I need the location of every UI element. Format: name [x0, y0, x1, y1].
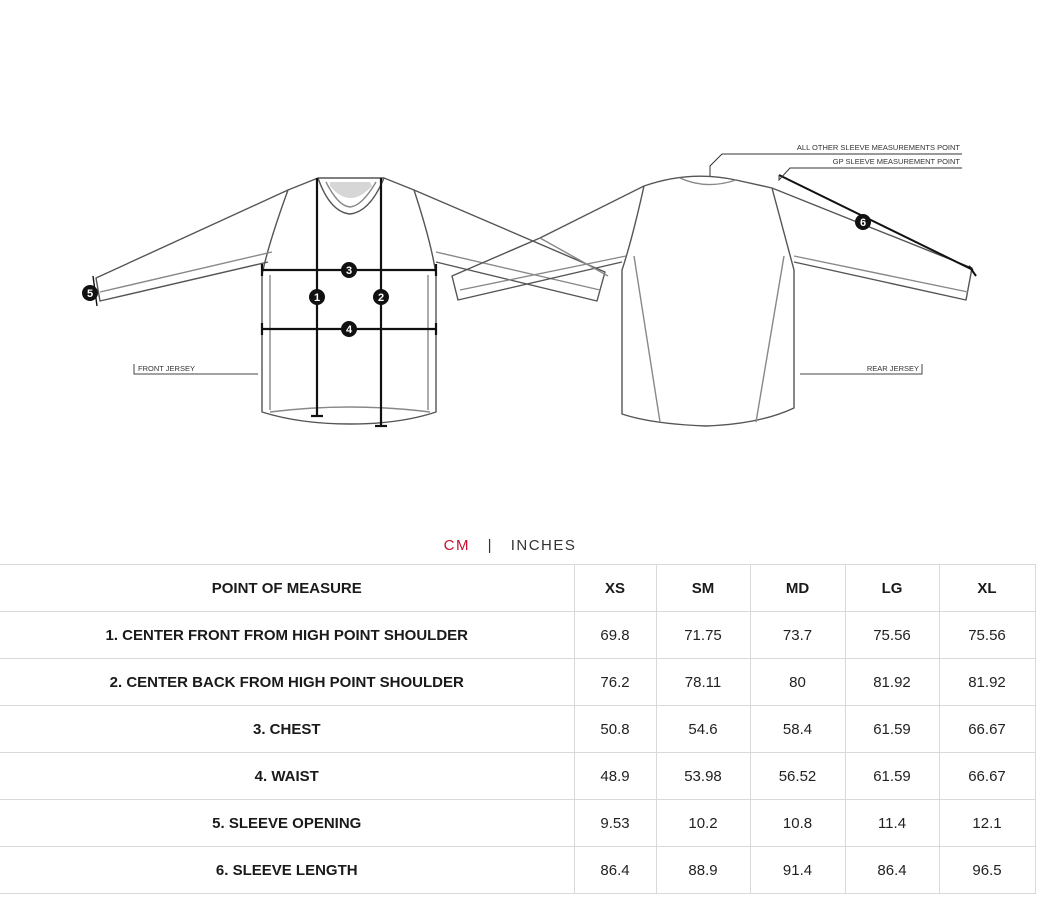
row-label: 1. CENTER FRONT FROM HIGH POINT SHOULDER: [0, 612, 574, 659]
table-row: [0, 612, 1035, 659]
cell-xs: 76.2: [574, 659, 656, 706]
table-row: [0, 847, 1035, 894]
cell-lg: 81.92: [845, 659, 939, 706]
callout-other-label: ALL OTHER SLEEVE MEASUREMENTS POINT: [796, 143, 960, 152]
cell-xl: 12.1: [939, 800, 1035, 847]
row-label: 6. SLEEVE LENGTH: [0, 847, 574, 894]
cell-lg: 61.59: [845, 753, 939, 800]
cell-lg: 86.4: [845, 847, 939, 894]
rear-jersey-drawing: [452, 176, 972, 426]
cell-md: 10.8: [750, 800, 845, 847]
svg-text:4: 4: [345, 324, 353, 336]
cell-md: 56.52: [750, 753, 845, 800]
cell-lg: 75.56: [845, 612, 939, 659]
table-row: [0, 659, 1035, 706]
cell-md: 58.4: [750, 706, 845, 753]
measure-markers: [82, 214, 871, 337]
unit-cm-button[interactable]: CM: [443, 537, 470, 554]
cell-md: 73.7: [750, 612, 845, 659]
header-sm: SM: [656, 565, 750, 612]
cell-sm: 10.2: [656, 800, 750, 847]
cell-xl: 96.5: [939, 847, 1035, 894]
unit-toggle: [0, 537, 1020, 554]
cell-sm: 88.9: [656, 847, 750, 894]
cell-md: 91.4: [750, 847, 845, 894]
cell-md: 80: [750, 659, 845, 706]
marker-2: [373, 289, 389, 305]
cell-lg: 11.4: [845, 800, 939, 847]
cell-xl: 66.67: [939, 753, 1035, 800]
svg-text:1: 1: [313, 292, 321, 304]
row-label: 4. WAIST: [0, 753, 574, 800]
header-point-of-measure: POINT OF MEASURE: [0, 565, 574, 612]
marker-4: [341, 321, 357, 337]
measurement-lines: [93, 175, 976, 426]
cell-sm: 78.11: [656, 659, 750, 706]
svg-text:5: 5: [86, 288, 94, 300]
table-row: [0, 706, 1035, 753]
cell-sm: 71.75: [656, 612, 750, 659]
marker-1: [309, 289, 325, 305]
row-label: 3. CHEST: [0, 706, 574, 753]
table-header-row: [0, 565, 1035, 612]
header-lg: LG: [845, 565, 939, 612]
unit-separator: |: [487, 537, 494, 554]
cell-xs: 69.8: [574, 612, 656, 659]
rear-jersey-label: REAR JERSEY: [866, 364, 919, 373]
cell-xl: 81.92: [939, 659, 1035, 706]
header-xl: XL: [939, 565, 1035, 612]
header-md: MD: [750, 565, 845, 612]
unit-inches-button[interactable]: INCHES: [510, 537, 577, 554]
cell-xs: 9.53: [574, 800, 656, 847]
cell-sm: 54.6: [656, 706, 750, 753]
svg-text:6: 6: [859, 217, 867, 229]
front-jersey-label: FRONT JERSEY: [138, 364, 195, 373]
cell-sm: 53.98: [656, 753, 750, 800]
cell-xs: 48.9: [574, 753, 656, 800]
cell-xl: 75.56: [939, 612, 1035, 659]
size-chart-table: [0, 564, 1036, 894]
table-row: [0, 800, 1035, 847]
front-jersey-drawing: [96, 178, 605, 424]
marker-5: [82, 285, 98, 301]
header-xs: XS: [574, 565, 656, 612]
marker-3: [341, 262, 357, 278]
cell-xs: 86.4: [574, 847, 656, 894]
cell-xs: 50.8: [574, 706, 656, 753]
cell-xl: 66.67: [939, 706, 1035, 753]
svg-text:3: 3: [345, 265, 353, 277]
callout-gp-label: GP SLEEVE MEASUREMENT POINT: [832, 157, 960, 166]
svg-text:2: 2: [377, 292, 385, 304]
row-label: 5. SLEEVE OPENING: [0, 800, 574, 847]
row-label: 2. CENTER BACK FROM HIGH POINT SHOULDER: [0, 659, 574, 706]
table-row: [0, 753, 1035, 800]
cell-lg: 61.59: [845, 706, 939, 753]
marker-6: [855, 214, 871, 230]
